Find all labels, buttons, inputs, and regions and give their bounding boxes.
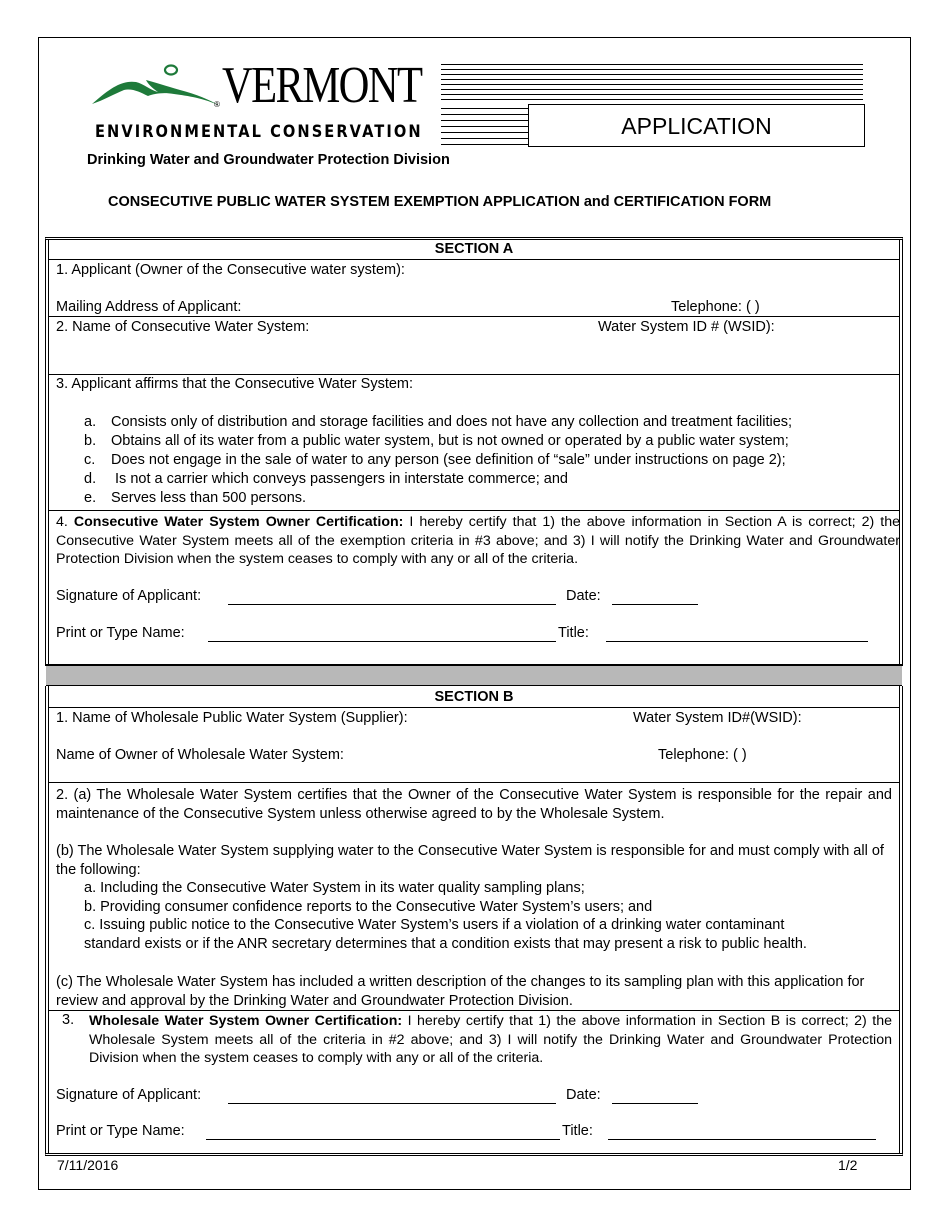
section-a-date-field[interactable] (612, 590, 698, 605)
list-item: c. Does not engage in the sale of water to any person (see definition of “sale” under instructions on page 2); (84, 452, 786, 468)
logo-subtitle: ENVIRONMENTAL CONSERVATION (95, 122, 423, 142)
section-b-heading: SECTION B (434, 689, 514, 705)
item-2b: (b) The Wholesale Water System supplying water to the Consecutive Water System is responsible for and must comply with all of the following: (56, 843, 884, 878)
item-2c: (c) The Wholesale Water System has included a written description of the changes to its sampling plan with this application for review and approval by the Drinking Water and Groundwater Protection Division. (56, 974, 865, 1009)
section-a-print-label: Print or Type Name: (56, 625, 185, 641)
item-2a: 2. (a) The Wholesale Water System certifies that the Owner of the Consecutive Water System is responsible for the repair and maintenance of the Consecutive System unless otherwise agreed to by the Wholesale System. (56, 787, 892, 822)
section-a-title-label: Title: (558, 625, 589, 641)
section-a-title-field[interactable] (606, 627, 868, 642)
section-divider (46, 664, 902, 686)
list-item: a. Consists only of distribution and storage facilities and does not have any collection and treatment facilities; (84, 414, 793, 430)
list-item: b. Obtains all of its water from a public water system, but is not owned or operated by a public water system; (84, 433, 789, 449)
list-item: a. Including the Consecutive Water System in its water quality sampling plans; (84, 880, 585, 896)
section-b-cert-number: 3. (62, 1012, 75, 1028)
list-item: standard exists or if the ANR secretary determines that a condition exists that may present a risk to public health. (84, 935, 807, 952)
wholesale-name-label: 1. Name of Wholesale Public Water System (Supplier): (56, 710, 408, 726)
section-a-certification: 4. Consecutive Water System Owner Certification: I hereby certify that 1) the above information in Section A is correct; 2) the Consecutive Water System meets all of the exemption criteria in #3 above; and 3) I will notify the Drinking Water and Groundwater Protection Division when the system ceases to comply with any or all of the criteria. (56, 514, 900, 567)
section-b-title-field[interactable] (608, 1125, 876, 1140)
telephone-label: Telephone: ( ) (671, 299, 760, 315)
list-item: c. Issuing public notice to the Consecutive Water System’s users if a violation of a drinking water contaminant (84, 917, 785, 933)
section-b-signature-field[interactable] (228, 1089, 556, 1104)
list-item: d. Is not a carrier which conveys passengers in interstate commerce; and (84, 471, 568, 487)
wholesale-telephone-label: Telephone: ( ) (658, 747, 747, 763)
list-item: e. Serves less than 500 persons. (84, 490, 307, 506)
application-box: APPLICATION (528, 104, 865, 147)
footer-date: 7/11/2016 (57, 1157, 119, 1173)
logo-wordmark: VERMONT (222, 57, 422, 114)
applicant-label: 1. Applicant (Owner of the Consecutive water system): (56, 262, 405, 278)
section-a-signature-label: Signature of Applicant: (56, 588, 202, 604)
vermont-mountain-logo (92, 62, 222, 112)
registered-mark: ® (214, 100, 220, 109)
section-a-date-label: Date: (566, 588, 601, 604)
form-title: CONSECUTIVE PUBLIC WATER SYSTEM EXEMPTION APPLICATION and CERTIFICATION FORM (108, 194, 772, 210)
section-b-print-label: Print or Type Name: (56, 1123, 185, 1139)
section-b-date-label: Date: (566, 1087, 601, 1103)
section-a-signature-field[interactable] (228, 590, 556, 605)
list-item: b. Providing consumer confidence reports to the Consecutive Water System’s users; and (84, 898, 653, 915)
section-b-date-field[interactable] (612, 1089, 698, 1104)
wsid-label: Water System ID # (WSID): (598, 319, 775, 335)
section-b-signature-label: Signature of Applicant: (56, 1087, 202, 1103)
section-b-print-field[interactable] (206, 1125, 560, 1140)
item-2b-list (84, 879, 807, 953)
page-number: 1/2 (838, 1157, 858, 1173)
wholesale-owner-label: Name of Owner of Wholesale Water System: (56, 747, 344, 763)
section-b-title-label: Title: (562, 1123, 593, 1139)
section-a-heading: SECTION A (434, 241, 514, 257)
section-a-print-field[interactable] (208, 627, 556, 642)
section-b-certification: Wholesale Water System Owner Certification: I hereby certify that 1) the above information in Section B is correct; 2) the Wholesale System meets all of the criteria in #2 above; and 3) I will notify the Drinking Water and Groundwater Protection Division when the system ceases to comply with any or all of the criteria. (89, 1013, 892, 1066)
wholesale-wsid-label: Water System ID#(WSID): (633, 710, 802, 726)
division-name: Drinking Water and Groundwater Protection Division (87, 152, 450, 168)
mailing-address-label: Mailing Address of Applicant: (56, 299, 242, 315)
affirms-label: 3. Applicant affirms that the Consecutive Water System: (56, 376, 414, 392)
system-name-label: 2. Name of Consecutive Water System: (56, 319, 310, 335)
criteria-list (84, 414, 792, 509)
